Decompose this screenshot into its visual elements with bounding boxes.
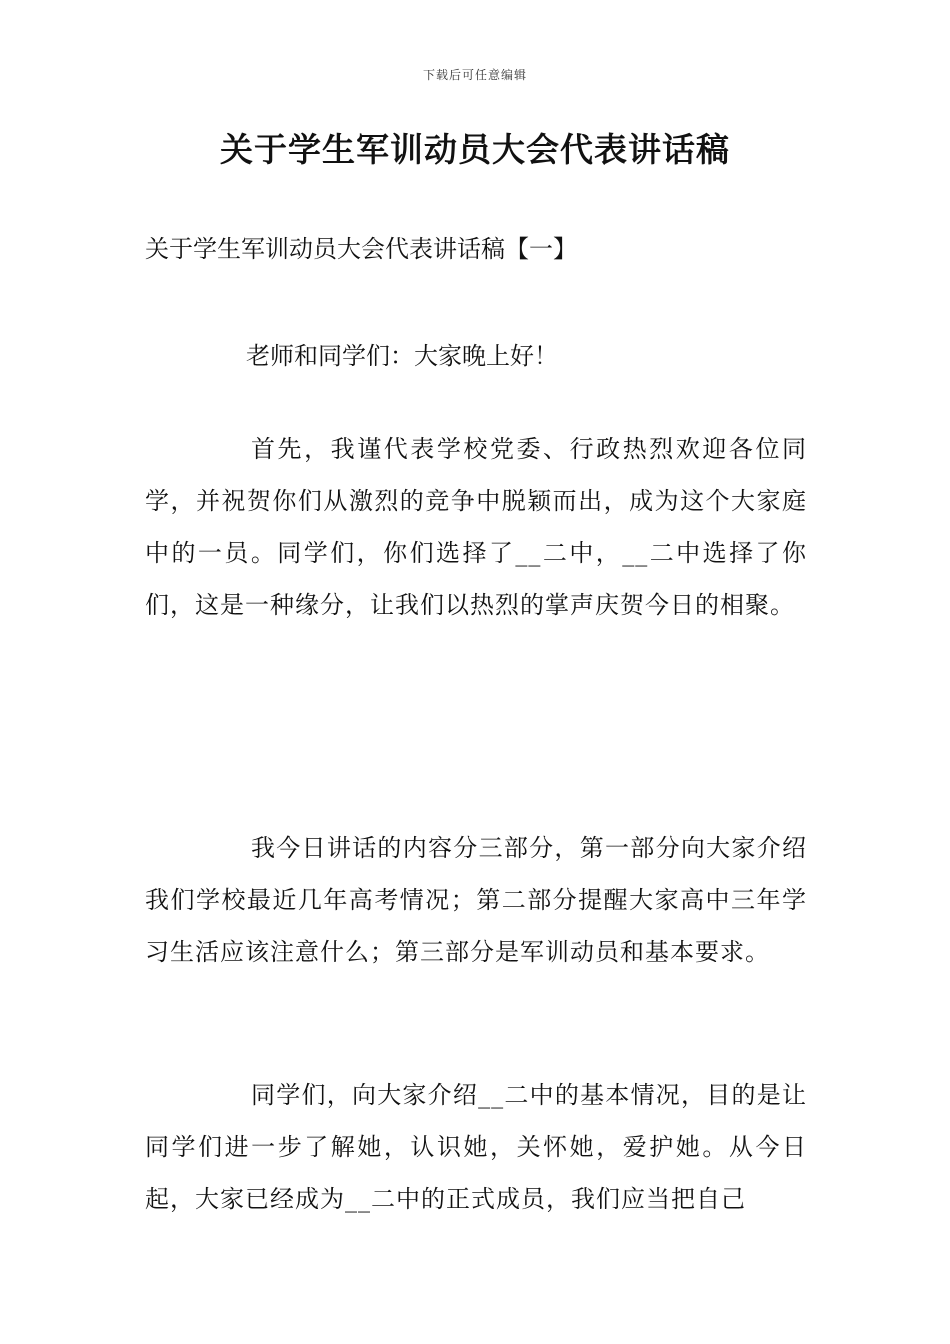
body-paragraph: 我今日讲话的内容分三部分，第一部分向大家介绍我们学校最近几年高考情况；第二部分提醒大家高中三年学习生活应该注意什么；第三部分是军训动员和基本要求。 xyxy=(145,834,807,966)
greeting-line: 老师和同学们：大家晚上好！ xyxy=(246,342,558,370)
body-paragraph: 同学们，向大家介绍__二中的基本情况，目的是让同学们进一步了解她，认识她，关怀她，爱护她。从今日起，大家已经成为__二中的正式成员，我们应当把自己 xyxy=(145,1081,807,1213)
section-heading: 关于学生军训动员大会代表讲话稿【一】 xyxy=(145,235,577,263)
document-title: 关于学生军训动员大会代表讲话稿 xyxy=(220,130,730,169)
header-note: 下载后可任意编辑 xyxy=(422,68,527,82)
body-paragraph: 首先，我谨代表学校党委、行政热烈欢迎各位同学，并祝贺你们从激烈的竞争中脱颖而出，成为这个大家庭中的一员。同学们，你们选择了__二中，__二中选择了你们，这是一种缘分，让我们以热烈的掌声庆贺今日的相聚。 xyxy=(145,435,807,619)
